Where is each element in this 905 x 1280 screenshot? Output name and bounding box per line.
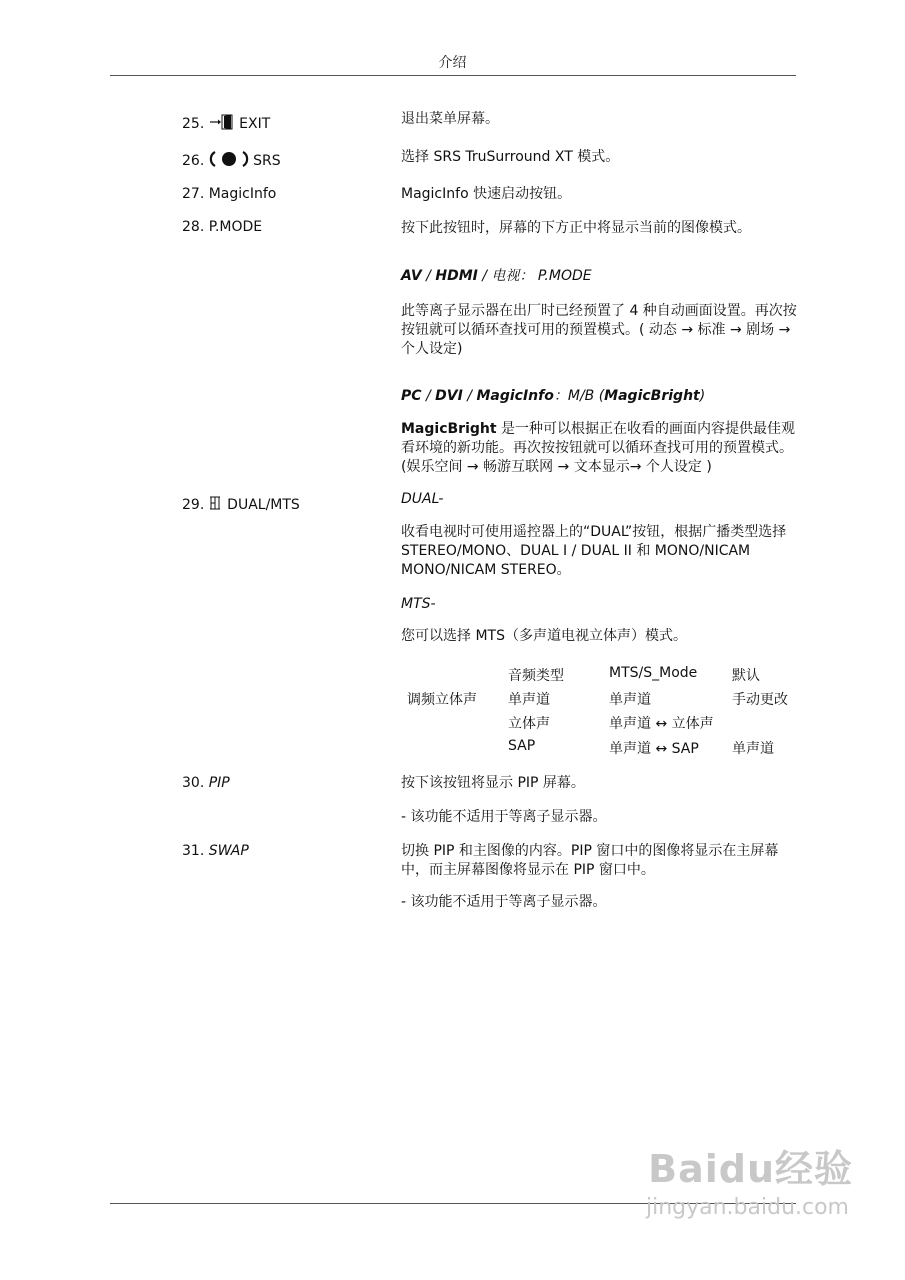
item-30-note: - 该功能不适用于等离子显示器。 — [401, 809, 607, 825]
av-label: AV — [401, 268, 422, 284]
pc-sep-1: / — [421, 388, 436, 404]
magicbright-term: MagicBright — [401, 421, 497, 437]
table-cell: 单声道 — [609, 692, 651, 708]
pc-label: PC — [401, 388, 422, 404]
item-27-desc: MagicInfo 快速启动按钮。 — [401, 186, 572, 202]
page-header-title: 介绍 — [438, 55, 467, 71]
dual-audio-icon — [209, 495, 223, 515]
item-26-label — [182, 150, 281, 172]
table-header-audio-type: 音频类型 — [508, 668, 564, 684]
watermark-url: jingyan.baidu.com — [645, 1195, 849, 1220]
watermark-logo: Baidu经验 — [648, 1147, 853, 1191]
header-rule — [110, 75, 796, 76]
table-cell: 单声道 ↔ 立体声 — [609, 716, 714, 732]
magicbright-label: MagicBright — [604, 388, 700, 404]
table-header-default: 默认 — [732, 668, 760, 684]
table-cell: 单声道 — [732, 741, 774, 757]
pc-heading-end: ) — [699, 388, 706, 404]
table-cell: SAP — [508, 738, 536, 754]
item-28-desc: 按下此按钮时，屏幕的下方正中将显示当前的图像模式。 — [401, 220, 751, 236]
item-31-label — [182, 843, 249, 859]
item-29-mts-text: 您可以选择 MTS（多声道电视立体声）模式。 — [401, 628, 687, 644]
hdmi-label: HDMI — [435, 268, 478, 284]
item-28-magicbright-text — [401, 420, 797, 477]
item-28-pc-heading — [401, 387, 797, 406]
item-25-number: 25. — [182, 116, 205, 132]
av-heading-rest: / 电视： P.MODE — [477, 268, 592, 284]
item-29-number: 29. — [182, 497, 205, 513]
item-30-desc: 按下该按钮将显示 PIP 屏幕。 — [401, 775, 585, 791]
exit-door-icon — [209, 114, 235, 134]
dvi-label: DVI — [435, 388, 463, 404]
magicbright-desc: 是一种可以根据正在收看的画面内容提供最佳观看环境的新功能。再次按按钮就可以循环查找可用的预置模式。(娱乐空间 → 畅游互联网 → 文本显示→ 个人设定 ) — [401, 421, 796, 475]
mts-table — [401, 662, 797, 762]
srs-icon — [209, 150, 249, 172]
table-cell: 单声道 — [508, 692, 550, 708]
item-29-dual-text: 收看电视时可使用遥控器上的“DUAL”按钮，根据广播类型选择 STEREO/MONO、DUAL I / DUAL II 和 MONO/NICAM MONO/NICAM STEREO。 — [401, 524, 787, 578]
item-31-text: SWAP — [208, 843, 249, 859]
item-26-text: SRS — [253, 153, 281, 169]
item-30-label — [182, 775, 230, 791]
pc-heading-mid: ：M/B ( — [553, 388, 605, 404]
item-29-label — [182, 495, 300, 515]
item-28-av-text: 此等离子显示器在出厂时已经预置了 4 种自动画面设置。再次按按钮就可以循环查找可用的预置模式。( 动态 → 标准 → 剧场 → 个人设定) — [401, 303, 797, 357]
pc-sep-2: / — [462, 388, 477, 404]
item-28-av-heading — [401, 267, 797, 286]
magicinfo-label: MagicInfo — [476, 388, 554, 404]
av-sep: / — [421, 268, 436, 284]
item-31-number: 31. — [182, 843, 205, 859]
item-25-label — [182, 114, 270, 134]
item-25-text: EXIT — [239, 116, 271, 132]
item-31-note: - 该功能不适用于等离子显示器。 — [401, 894, 607, 910]
table-cell: 手动更改 — [732, 692, 788, 708]
item-31-desc: 切换 PIP 和主图像的内容。PIP 窗口中的图像将显示在主屏幕中，而主屏幕图像将显示在 PIP 窗口中。 — [401, 843, 779, 878]
item-28-label: 28. P.MODE — [182, 219, 263, 235]
item-25-desc: 退出菜单屏幕。 — [401, 111, 499, 127]
item-29-text: DUAL/MTS — [227, 497, 300, 513]
item-29-dual-heading: DUAL- — [401, 491, 444, 507]
item-26-number: 26. — [182, 153, 205, 169]
table-header-mts-mode: MTS/S_Mode — [609, 665, 698, 681]
table-cell: 单声道 ↔ SAP — [609, 741, 699, 757]
item-30-number: 30. — [182, 775, 205, 791]
item-27-label: 27. MagicInfo — [182, 186, 277, 202]
item-29-mts-heading: MTS- — [401, 596, 436, 612]
table-row-label: 调频立体声 — [407, 692, 477, 708]
table-cell: 立体声 — [508, 716, 550, 732]
item-30-text: PIP — [208, 775, 230, 791]
item-26-desc: 选择 SRS TruSurround XT 模式。 — [401, 149, 620, 165]
